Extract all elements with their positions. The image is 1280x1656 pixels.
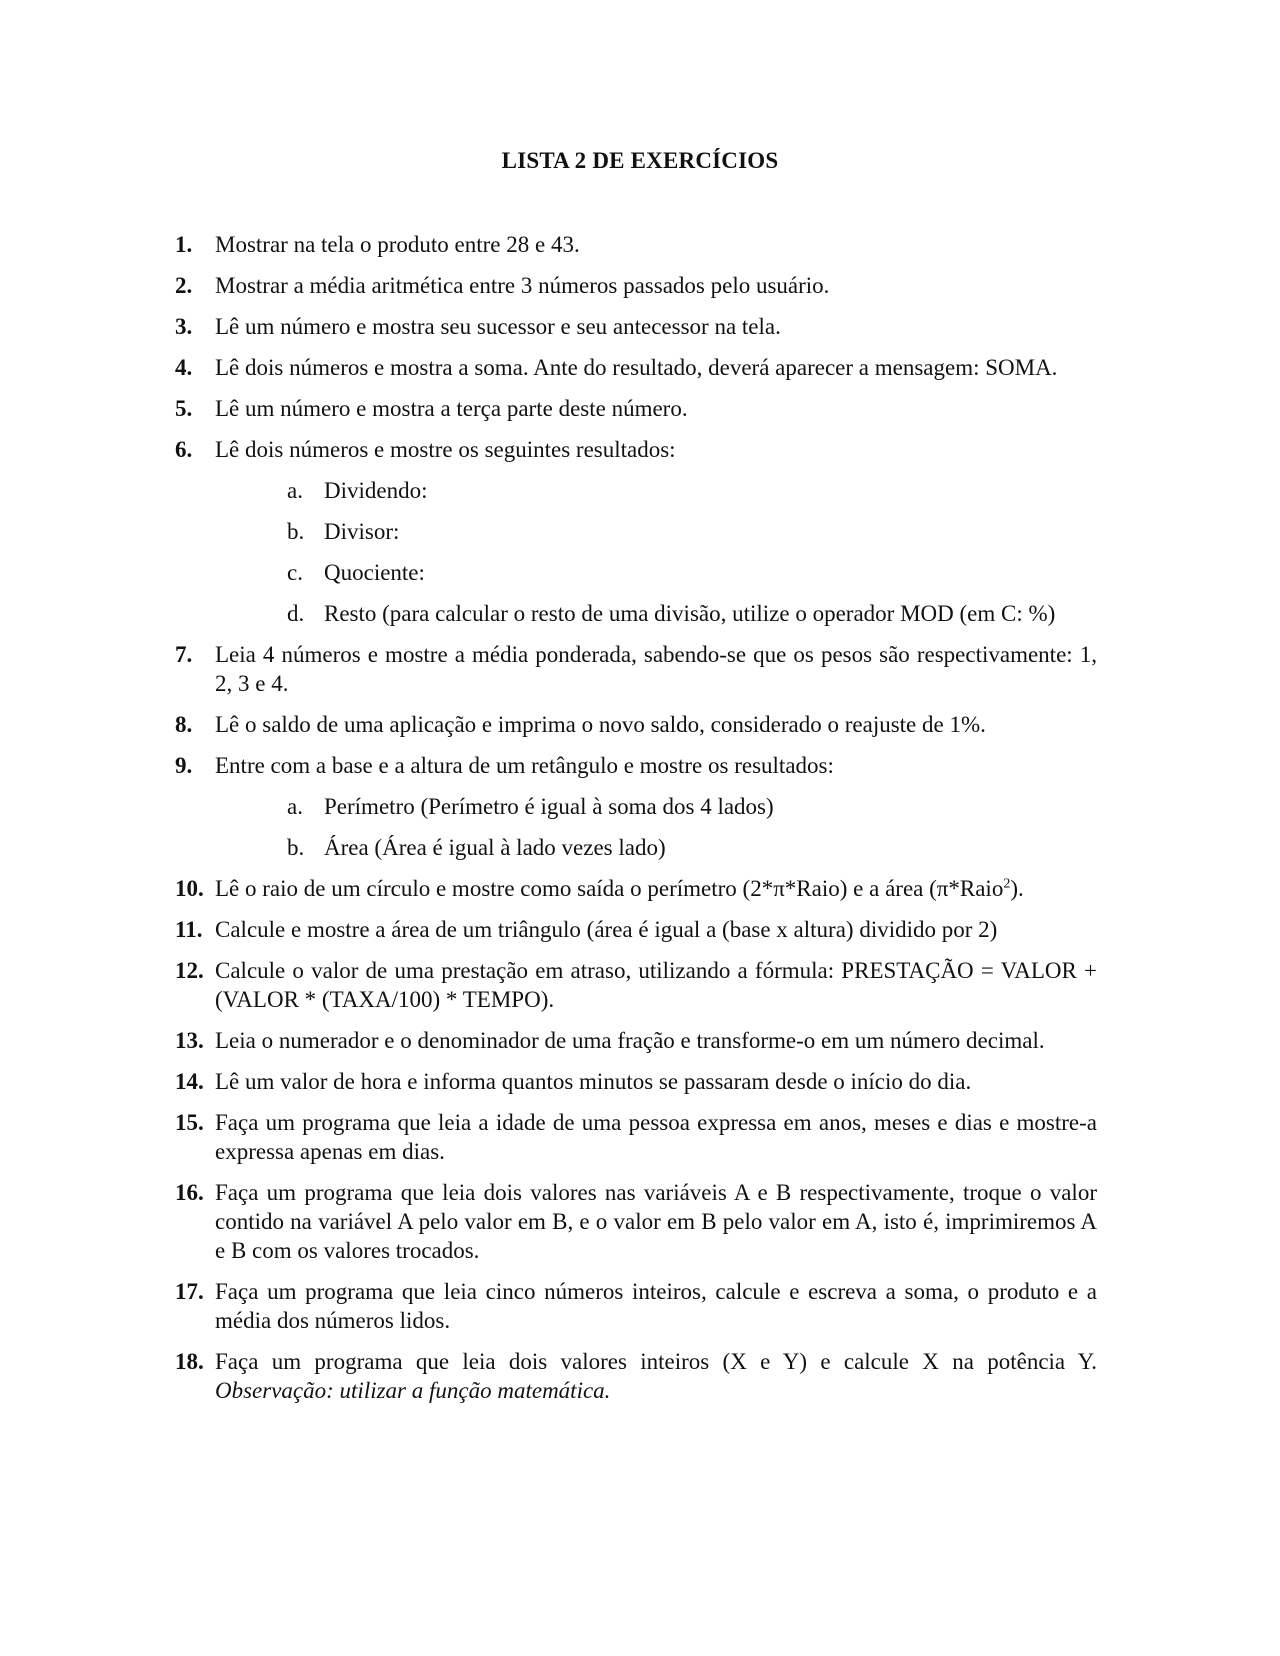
exercise-item-3 (175, 312, 1097, 341)
sub-item-letter: b. (287, 519, 305, 544)
exercise-text: Lê o saldo de uma aplicação e imprima o novo saldo, considerado o reajuste de 1%. (215, 712, 986, 737)
exercise-sublist (287, 476, 1097, 628)
exercise-sublist (287, 792, 1097, 862)
exercise-item-17 (175, 1277, 1097, 1335)
exercise-text: Leia 4 números e mostre a média ponderada, sabendo-se que os pesos são respectivamente: 1, 2, 3 e 4. (215, 642, 1097, 696)
sub-item-text: Quociente: (324, 560, 425, 585)
sub-item-letter: a. (287, 794, 303, 819)
exercise-text: Lê dois números e mostre os seguintes resultados: (215, 437, 676, 462)
exercise-text: Calcule e mostre a área de um triângulo (área é igual a (base x altura) dividido por 2) (215, 917, 998, 942)
exercise-text: Lê dois números e mostra a soma. Ante do resultado, deverá aparecer a mensagem: SOMA. (215, 355, 1058, 380)
exercise-number: 15. (175, 1110, 204, 1135)
sub-item-letter: c. (287, 560, 303, 585)
exercise-number: 17. (175, 1279, 204, 1304)
sub-item-letter: b. (287, 835, 305, 860)
exercise-number: 16. (175, 1180, 204, 1205)
sub-item-letter: d. (287, 601, 305, 626)
exercise-number: 13. (175, 1028, 204, 1053)
exercise-number: 12. (175, 958, 204, 983)
exercise-text-tail: ). (1010, 876, 1024, 901)
exercise-text: Lê um número e mostra a terça parte deste número. (215, 396, 688, 421)
exercise-item-5 (175, 394, 1097, 423)
sub-item-c (287, 558, 1097, 587)
exercise-text: Faça um programa que leia a idade de uma pessoa expressa em anos, meses e dias e mostre-a expressa apenas em dias. (215, 1110, 1097, 1164)
exercise-item-4 (175, 353, 1097, 382)
exercise-text: Lê o raio de um círculo e mostre como saída o perímetro (2*π*Raio) e a área (π*Raio (215, 876, 1004, 901)
exercise-number: 18. (175, 1349, 204, 1374)
sub-item-letter: a. (287, 478, 303, 503)
sub-item-b (287, 517, 1097, 546)
exercise-item-11 (175, 915, 1097, 944)
exercise-item-13 (175, 1026, 1097, 1055)
sub-item-text: Perímetro (Perímetro é igual à soma dos 4 lados) (324, 794, 774, 819)
sub-item-a (287, 792, 1097, 821)
exercise-number: 9. (175, 753, 193, 778)
sub-item-d (287, 599, 1097, 628)
exercise-number: 11. (175, 917, 203, 942)
exercise-item-16 (175, 1178, 1097, 1265)
exercise-number: 8. (175, 712, 193, 737)
exercise-item-2 (175, 271, 1097, 300)
exercise-item-12 (175, 956, 1097, 1014)
exercise-number: 6. (175, 437, 193, 462)
exercise-text: Entre com a base e a altura de um retângulo e mostre os resultados: (215, 753, 834, 778)
exercise-item-14 (175, 1067, 1097, 1096)
exercise-number: 14. (175, 1069, 204, 1094)
exercise-text: Faça um programa que leia dois valores inteiros (X e Y) e calcule X na potência Y. (215, 1349, 1097, 1374)
document-title: LISTA 2 DE EXERCÍCIOS (501, 148, 779, 173)
exercise-text: Lê um valor de hora e informa quantos minutos se passaram desde o início do dia. (215, 1069, 972, 1094)
sub-item-a (287, 476, 1097, 505)
sub-item-text: Divisor: (324, 519, 400, 544)
exercise-number: 1. (175, 232, 193, 257)
exercise-text: Calcule o valor de uma prestação em atraso, utilizando a fórmula: PRESTAÇÃO = VALOR + (VALOR * (TAXA/100) * TEMPO). (215, 958, 1097, 1012)
exercise-item-10 (175, 874, 1097, 903)
exercise-item-7 (175, 640, 1097, 698)
exercise-text: Mostrar na tela o produto entre 28 e 43. (215, 232, 580, 257)
exercise-text: Leia o numerador e o denominador de uma fração e transforme-o em um número decimal. (215, 1028, 1045, 1053)
exercise-number: 2. (175, 273, 193, 298)
superscript-exponent: 2 (1003, 876, 1011, 892)
exercise-text: Faça um programa que leia cinco números inteiros, calcule e escreva a soma, o produto e a média dos números lidos. (215, 1279, 1097, 1333)
exercise-number: 7. (175, 642, 193, 667)
exercise-item-8 (175, 710, 1097, 739)
exercise-number: 5. (175, 396, 193, 421)
sub-item-text: Área (Área é igual à lado vezes lado) (324, 835, 666, 860)
exercise-item-15 (175, 1108, 1097, 1166)
exercise-text: Mostrar a média aritmética entre 3 números passados pelo usuário. (215, 273, 830, 298)
exercise-note: Observação: utilizar a função matemática. (215, 1378, 611, 1403)
exercise-number: 4. (175, 355, 193, 380)
exercise-item-9 (175, 751, 1097, 862)
exercise-item-18 (175, 1347, 1097, 1405)
exercise-list (175, 230, 1097, 1417)
exercise-item-6 (175, 435, 1097, 628)
exercise-text: Lê um número e mostra seu sucessor e seu antecessor na tela. (215, 314, 781, 339)
exercise-number: 3. (175, 314, 193, 339)
sub-item-text: Resto (para calcular o resto de uma divisão, utilize o operador MOD (em C: %) (324, 601, 1056, 626)
sub-item-text: Dividendo: (324, 478, 428, 503)
exercise-number: 10. (175, 876, 204, 901)
exercise-text: Faça um programa que leia dois valores nas variáveis A e B respectivamente, troque o valor contido na variável A pelo valor em B, e o valor em B pelo valor em A, isto é, imprimiremos A e B com os valores trocados. (215, 1180, 1097, 1263)
sub-item-b (287, 833, 1097, 862)
exercise-item-1 (175, 230, 1097, 259)
